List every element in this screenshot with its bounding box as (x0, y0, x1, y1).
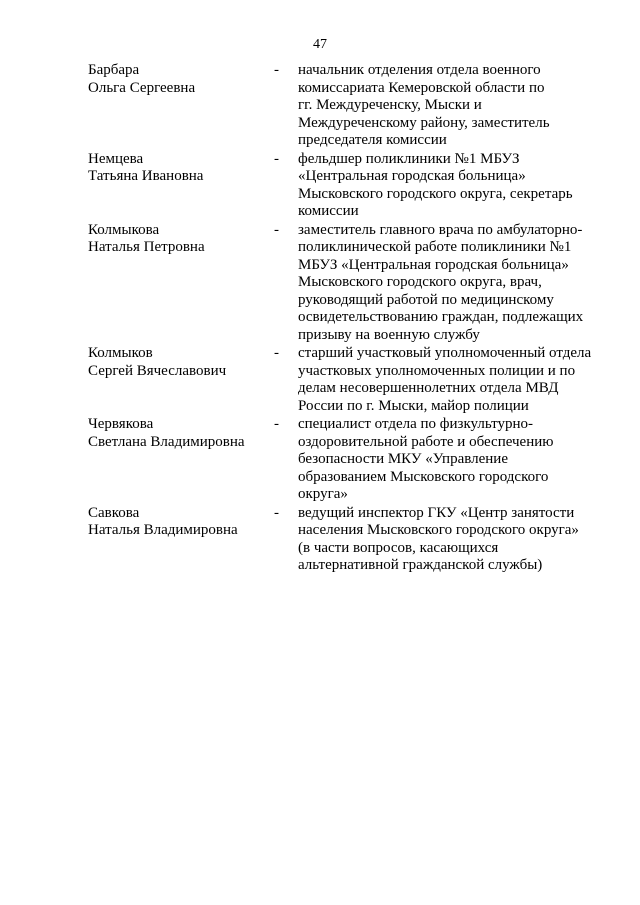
member-surname: Червякова (88, 416, 154, 432)
member-entry (88, 505, 608, 575)
member-position (298, 62, 608, 150)
position-line: (в части вопросов, касающихся (298, 539, 499, 556)
position-line: альтернативной гражданской службы) (298, 557, 543, 573)
position-line: начальник отделения отдела военного (298, 62, 541, 78)
member-given-names: Наталья Петровна (88, 239, 205, 255)
position-line: старший участковый уполномоченный отдела (298, 345, 592, 361)
member-given-names: Наталья Владимировна (88, 522, 238, 538)
position-line: специалист отдела по физкультурно- (298, 416, 534, 432)
position-line: поликлинической работе поликлиники №1 (298, 239, 572, 255)
position-line: «Центральная городская больница» (298, 168, 526, 184)
member-surname: Колмыков (88, 345, 153, 361)
member-entry (88, 416, 608, 504)
position-line: фельдшер поликлиники №1 МБУЗ (298, 150, 520, 167)
member-name (88, 345, 274, 415)
position-line: комиссии (298, 203, 359, 219)
member-position (298, 416, 608, 504)
member-position (298, 222, 608, 345)
separator-dash: - (274, 416, 279, 432)
position-line: участковых уполномоченных полиции и по (298, 362, 576, 379)
member-entry (88, 151, 608, 221)
separator-dash: - (274, 62, 279, 78)
member-position (298, 151, 608, 221)
member-surname: Немцева (88, 150, 144, 167)
position-line: оздоровительной работе и обеспечению (298, 433, 554, 450)
position-line: руководящий работой по медицинскому (298, 291, 554, 308)
position-line: делам несовершеннолетних отдела МВД (298, 380, 559, 396)
member-given-names: Татьяна Ивановна (88, 168, 204, 184)
member-name (88, 62, 274, 150)
position-line: заместитель главного врача по амбулаторно- (298, 221, 583, 238)
member-given-names: Сергей Вячеславович (88, 362, 227, 379)
separator-dash: - (274, 345, 279, 361)
member-surname: Барбара (88, 62, 140, 78)
member-given-names: Светлана Владимировна (88, 433, 245, 450)
position-line: председателя комиссии (298, 132, 447, 148)
position-line: комиссариата Кемеровской области по (298, 79, 545, 96)
member-surname: Савкова (88, 504, 140, 521)
position-line: Междуреченскому району, заместитель (298, 114, 550, 131)
member-surname: Колмыкова (88, 221, 160, 238)
member-position (298, 505, 608, 575)
position-line: гг. Междуреченску, Мыски и (298, 97, 482, 113)
position-line: округа» (298, 486, 348, 502)
member-name (88, 416, 274, 504)
member-name (88, 151, 274, 221)
member-name (88, 222, 274, 345)
member-name (88, 505, 274, 575)
separator-dash: - (274, 221, 279, 238)
position-line: призыву на военную службу (298, 326, 480, 343)
separator-dash: - (274, 504, 279, 521)
separator-dash: - (274, 150, 279, 167)
position-line: образованием Мысковского городского (298, 468, 549, 485)
member-position (298, 345, 608, 415)
position-line: Мысковского городского округа, секретарь (298, 185, 573, 202)
member-given-names: Ольга Сергеевна (88, 79, 196, 96)
member-entry (88, 62, 608, 150)
position-line: населения Мысковского городского округа» (298, 522, 579, 538)
commission-member-list (88, 62, 608, 576)
position-line: России по г. Мыски, майор полиции (298, 397, 529, 414)
position-line: освидетельствованию граждан, подлежащих (298, 309, 584, 325)
position-line: безопасности МКУ «Управление (298, 451, 508, 467)
page-number: 47 (313, 37, 327, 52)
member-entry (88, 222, 608, 345)
position-line: МБУЗ «Центральная городская больница» (298, 256, 569, 273)
position-line: Мысковского городского округа, врач, (298, 274, 542, 290)
position-line: ведущий инспектор ГКУ «Центр занятости (298, 504, 575, 521)
member-entry (88, 345, 608, 415)
